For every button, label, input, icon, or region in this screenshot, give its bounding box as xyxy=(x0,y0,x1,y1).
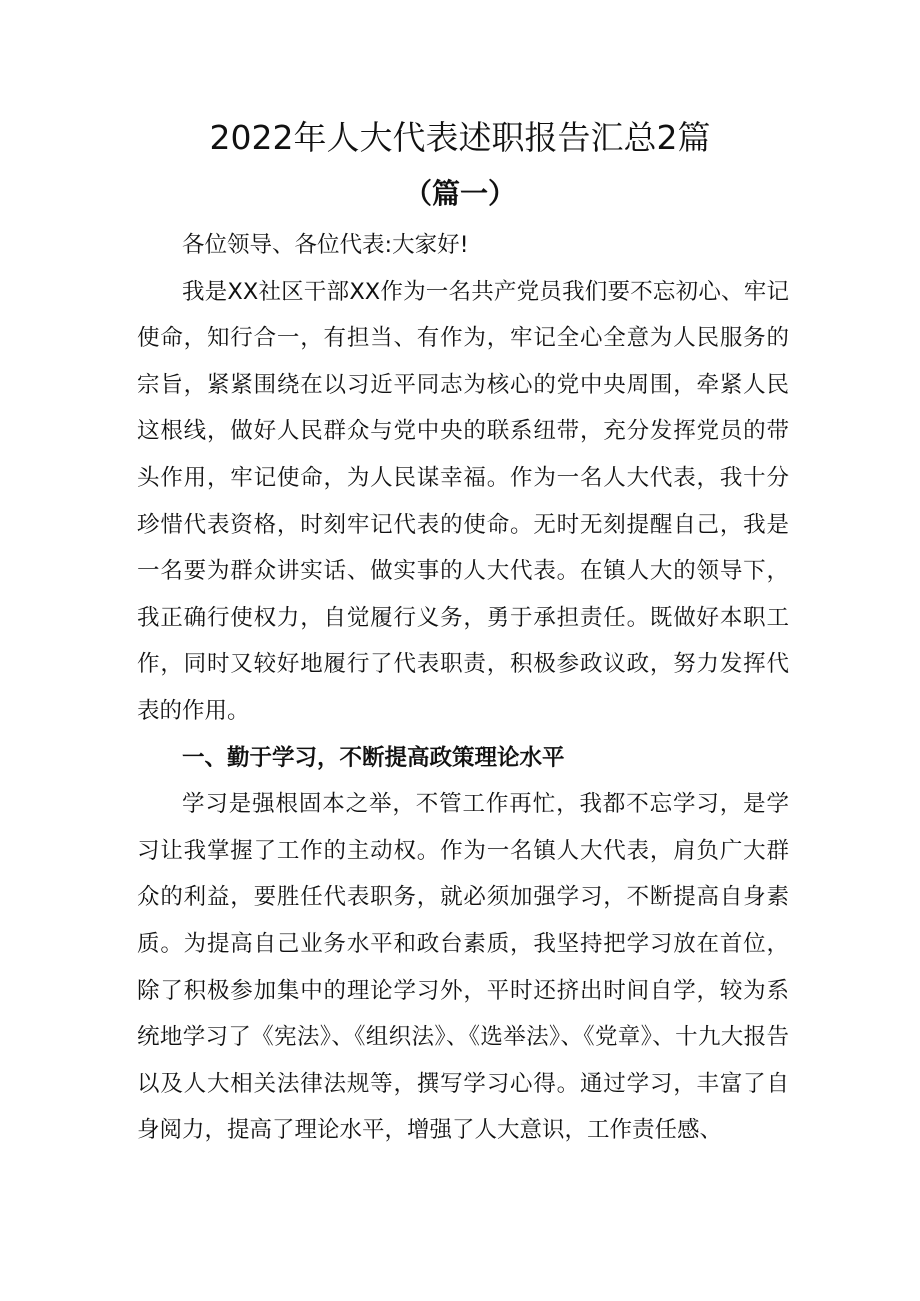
intro-paragraph: 我是XX社区干部XX作为一名共产党员我们要不忘初心、牢记使命，知行合一，有担当、有作为，牢记全心全意为人民服务的宗旨，紧紧围绕在以习近平同志为核心的党中央周围，牵紧人民这根线，做好人民群众与党中央的联系纽带，充分发挥党员的带头作用，牢记使命，为人民谋幸福。作为一名人大代表，我十分珍惜代表资格，时刻牢记代表的使命。无时无刻提醒自己，我是一名要为群众讲实话、做实事的人大代表。在镇人大的领导下，我正确行使权力，自觉履行义务，勇于承担责任。既做好本职工作，同时又较好地履行了代表职责，积极参政议政，努力发挥代表的作用。 xyxy=(137,278,789,724)
section-1-paragraph: 学习是强根固本之举，不管工作再忙，我都不忘学习，是学习让我掌握了工作的主动权。作为一名镇人大代表，肩负广大群众的利益，要胜任代表职务，就必须加强学习，不断提高自身素质。为提高自己业务水平和政台素质，我坚持把学习放在首位，除了积极参加集中的理论学习外，平时还挤出时间自学，较为系统地学习了《宪法》、《组织法》、《选举法》、《党章》、十九大报告以及人大相关法律法规等，撰写学习心得。通过学习，丰富了自身阅力，提高了理论水平，增强了人大意识，工作责任感、 xyxy=(137,791,789,1144)
section-heading-1: 一、勤于学习，不断提高政策理论水平 xyxy=(182,744,565,771)
document-title: 2022年人大代表述职报告汇总2篇 xyxy=(209,118,711,157)
document-body xyxy=(137,222,789,1154)
document-subtitle: （篇一） xyxy=(403,177,516,210)
greeting-paragraph: 各位领导、各位代表:大家好! xyxy=(182,232,469,258)
